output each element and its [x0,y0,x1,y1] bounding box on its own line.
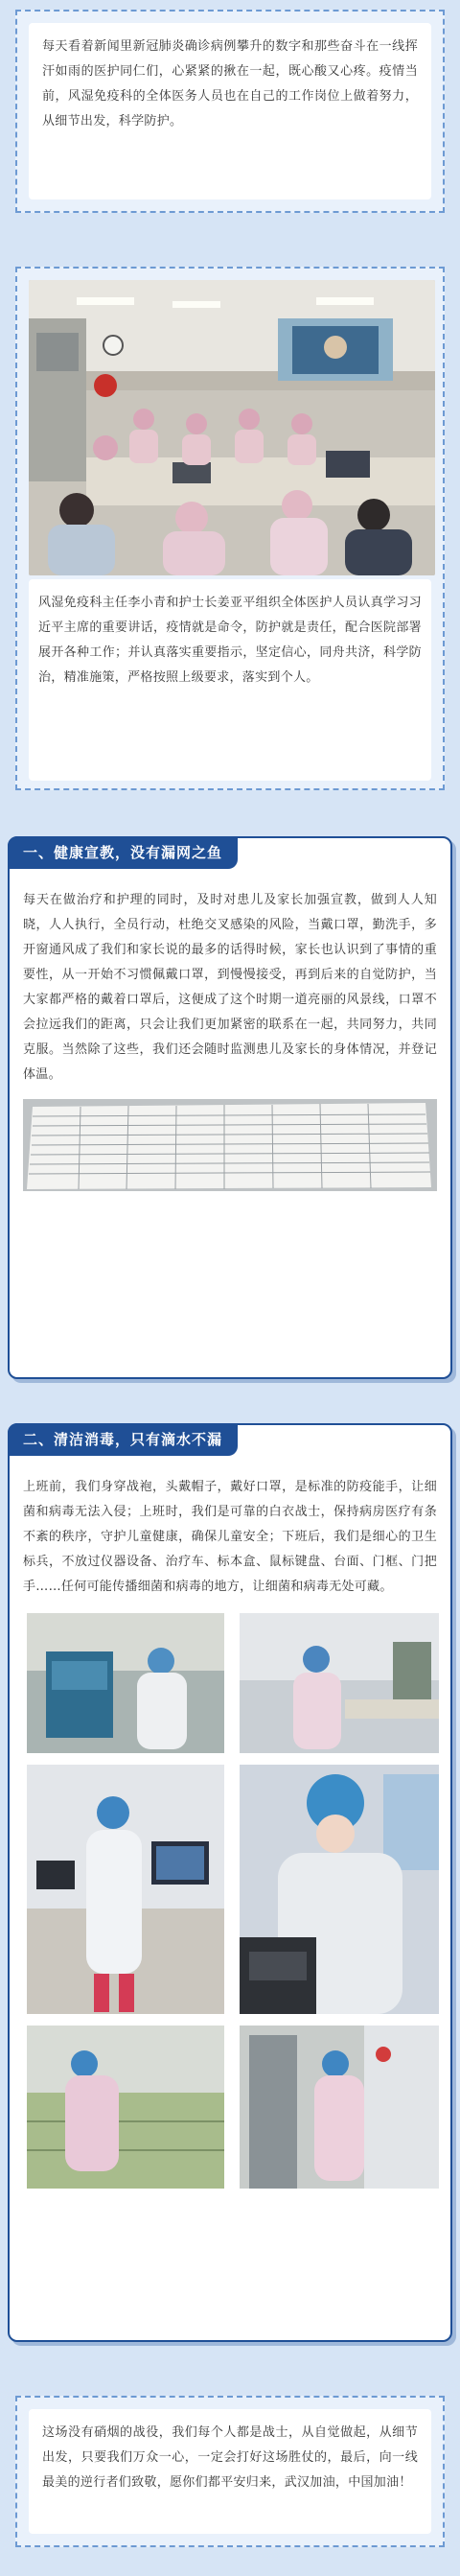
section1-text: 每天在做治疗和护理的同时，及时对患儿及家长加强宣教，做到人人知晓，人人执行，全员行动，杜绝交叉感染的风险，当戴口罩，勤洗手，多开窗通风成了我们和家长说的最多的话得时候，家长也认识到了事情的重要性，从一开始不习惯佩戴口罩，到慢慢接受，再到后来的自觉防护，当大家都严格的戴着口罩后，这便成了这个时期一道亮丽的风景线，口罩不会拉远我们的距离，只会让我们更加紧密的联系在一起，共同努力，共同克服。当然除了这些，我们还会随时监测患儿及家长的身体情况，并登记体温。 [23,893,437,1082]
section2-body [10,1425,450,2202]
desk-wiping-image [240,1613,439,1753]
section1-body [10,838,450,1205]
section-health-education [8,836,452,1379]
intro-panel [29,23,431,199]
keyboard-wiping-image [240,1765,439,2014]
meeting-photo [29,280,435,575]
cabinet-wiping-image [27,2026,224,2189]
closing-box [15,2396,445,2547]
meeting-caption-panel [29,579,431,781]
closing-text: 这场没有硝烟的战役，我们每个人都是战士，从自觉做起，从细节出发，只要我们万众一心，一定会打好这场胜仗的，最后，向一线最美的逆行者们致敬，愿你们都平安归来，武汉加油，中国加油！ [42,2425,418,2490]
computer-wiping-image [27,1765,224,2014]
section-cleaning-disinfection [8,1423,452,2342]
disinfection-photo-4 [240,1765,439,2014]
cart-wiping-image [27,1613,224,1753]
disinfection-photo-6 [240,2026,439,2189]
disinfection-photo-1 [27,1613,224,1753]
intro-text: 每天看着新闻里新冠肺炎确诊病例攀升的数字和那些奋斗在一线挥汗如雨的医护同仁们，心紧紧的揪在一起，既心酸又心疼。疫情当前，风湿免疫科的全体医务人员也在自己的工作岗位上做着努力，从细节出发，科学防护。 [42,39,418,129]
temperature-log-image [23,1099,437,1191]
section2-text: 上班前，我们身穿战袍，头戴帽子，戴好口罩，是标准的防疫能手，让细菌和病毒无法入侵；上班时，我们是可靠的白衣战士，保持病房医疗有条不紊的秩序，守护儿童健康，确保儿童安全；下班后，我们是细心的卫生标兵，不放过仪器设备、治疗车、标本盒、鼠标键盘、台面、门框、门把手……任何可能传播细菌和病毒的地方，让细菌和病毒无处可藏。 [23,1480,437,1594]
meeting-caption: 风湿免疫科主任李小青和护士长姜亚平组织全体医护人员认真学习习近平主席的重要讲话，疫情就是命令，防护就是责任，配合医院部署展开各种工作；并认真落实重要指示，坚定信心，同舟共济，科学防治，精准施策，严格按照上级要求，落实到个人。 [38,596,422,685]
intro-box [15,10,445,213]
door-wiping-image [240,2026,439,2189]
disinfection-photo-2 [240,1613,439,1753]
disinfection-photo-3 [27,1765,224,2014]
closing-panel [29,2409,431,2534]
meeting-photo-image [29,280,435,575]
temperature-log-photo [23,1099,437,1191]
disinfection-photo-grid [27,1613,439,2189]
meeting-box [15,267,445,790]
disinfection-photo-5 [27,2026,224,2189]
section1-title: 一、健康宣教，没有漏网之鱼 [8,836,238,869]
section2-title: 二、清洁消毒，只有滴水不漏 [8,1423,238,1456]
